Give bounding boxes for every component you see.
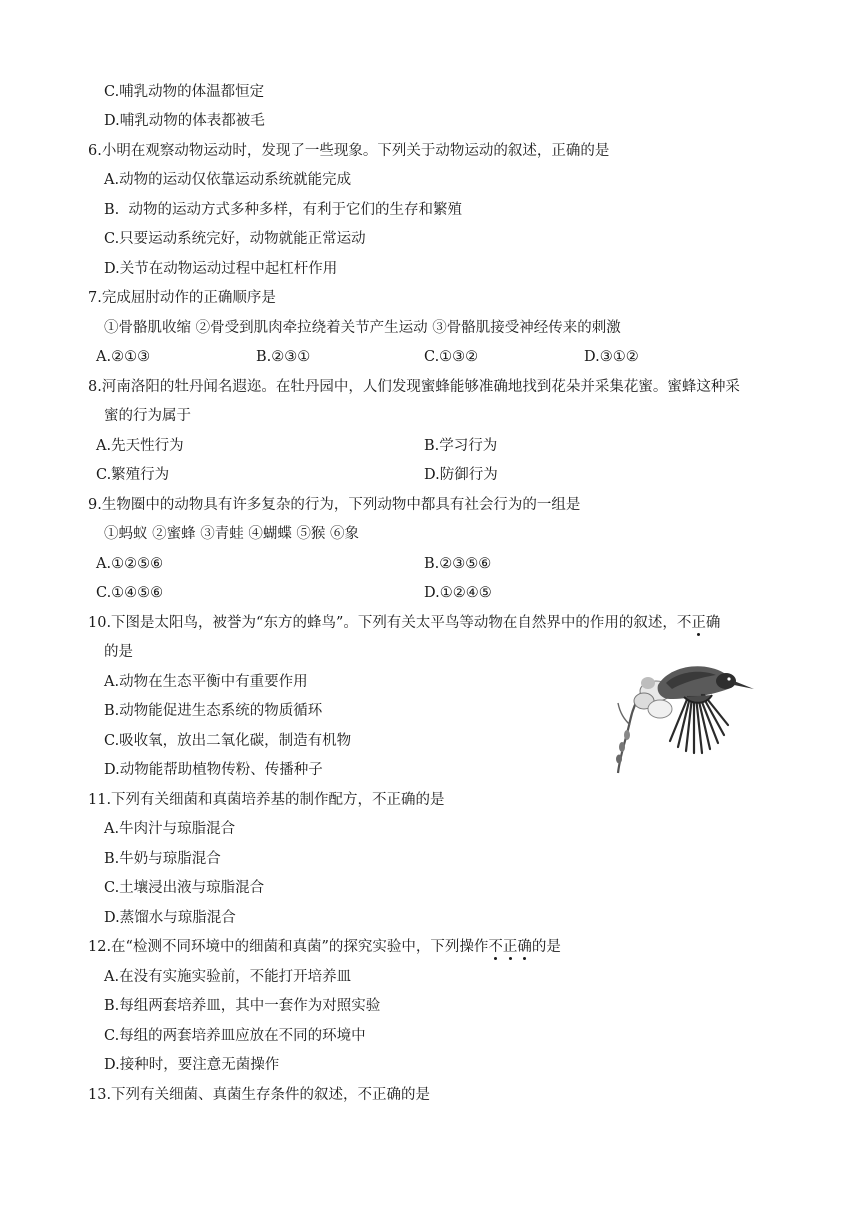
q11-option-b: B.牛奶与琼脂混合 xyxy=(104,851,221,867)
q10-option-c: C.吸收氧，放出二氧化碳，制造有机物 xyxy=(104,733,352,749)
q8-option-a: A.先天性行为 xyxy=(96,438,184,454)
q9-items: ①蚂蚁 ②蜜蜂 ③青蛙 ④蝴蝶 ⑤猴 ⑥象 xyxy=(104,526,360,542)
q7-stem: 7.完成屈肘动作的正确顺序是 xyxy=(88,290,276,306)
q6-stem: 6.小明在观察动物运动时，发现了一些现象。下列关于动物运动的叙述，正确的是 xyxy=(88,143,610,159)
q8-option-b: B.学习行为 xyxy=(424,438,498,454)
q9-option-c: C.①④⑤⑥ xyxy=(96,585,164,601)
sunbird-image xyxy=(608,655,758,777)
q9-option-d: D.①②④⑤ xyxy=(424,585,492,601)
q6-option-d: D.关节在动物运动过程中起杠杆作用 xyxy=(104,261,338,277)
q13-stem: 13.下列有关细菌、真菌生存条件的叙述，不正确的是 xyxy=(88,1087,431,1103)
sunbird-illustration xyxy=(608,655,758,777)
q10-stem-line2: 的是 xyxy=(104,644,133,660)
q12-stem-tail: 的是 xyxy=(531,939,561,955)
q12-option-b: B.每组两套培养皿，其中一套作为对照实验 xyxy=(104,998,381,1014)
q8-option-c: C.繁殖行为 xyxy=(96,467,170,483)
q5-option-d: D.哺乳动物的体表都被毛 xyxy=(104,113,265,129)
q6-option-a: A.动物的运动仅依靠运动系统就能完成 xyxy=(104,172,352,188)
q11-stem: 11.下列有关细菌和真菌培养基的制作配方，不正确的是 xyxy=(88,792,445,808)
q7-option-c: C.①③② xyxy=(424,349,479,365)
q12-option-a: A.在没有实施实验前，不能打开培养皿 xyxy=(104,969,352,985)
q11-option-d: D.蒸馏水与琼脂混合 xyxy=(104,910,236,926)
q6-option-c: C.只要运动系统完好，动物就能正常运动 xyxy=(104,231,366,247)
q10-stem-line1 xyxy=(88,614,720,632)
q7-option-a: A.②①③ xyxy=(96,349,151,365)
q12-stem-text: 12.在“检测不同环境中的细菌和真菌”的探究实验中，下列操作 xyxy=(88,939,489,955)
q12-emphasis-char-1: 不 xyxy=(488,939,503,955)
q12-option-c: C.每组的两套培养皿应放在不同的环境中 xyxy=(104,1028,366,1044)
q12-emphasis-char-2: 正 xyxy=(502,939,518,955)
q7-items: ①骨骼肌收缩 ②骨受到肌肉牵拉绕着关节产生运动 ③骨骼肌接受神经传来的刺激 xyxy=(104,320,621,336)
q10-stem-text: 10.下图是太阳鸟，被誉为“东方的蜂鸟”。下列有关太平鸟等动物在自然界中的作用的叙述，不 xyxy=(88,615,692,631)
q11-option-c: C.土壤浸出液与琼脂混合 xyxy=(104,880,265,896)
q10-option-d: D.动物能帮助植物传粉、传播种子 xyxy=(104,762,323,778)
q10-option-b: B.动物能促进生态系统的物质循环 xyxy=(104,703,323,719)
q7-option-b: B.②③① xyxy=(256,349,311,365)
q10-option-a: A.动物在生态平衡中有重要作用 xyxy=(104,674,308,690)
q5-option-c: C.哺乳动物的体温都恒定 xyxy=(104,84,265,100)
q9-option-b: B.②③⑤⑥ xyxy=(424,556,492,572)
q9-stem: 9.生物圈中的动物具有许多复杂的行为，下列动物中都具有社会行为的一组是 xyxy=(88,497,581,513)
q6-option-b: B. 动物的运动方式多种多样，有利于它们的生存和繁殖 xyxy=(104,202,462,218)
q10-emphasis-char: 正 xyxy=(691,615,706,631)
q11-option-a: A.牛肉汁与琼脂混合 xyxy=(104,821,236,837)
q12-emphasis-char-3: 确 xyxy=(517,939,532,955)
q8-stem-line2: 蜜的行为属于 xyxy=(104,408,191,424)
q8-stem-line1: 8.河南洛阳的牡丹闻名遐迩。在牡丹园中，人们发现蜜蜂能够准确地找到花朵并采集花蜜。蜜蜂这种采 xyxy=(88,379,740,395)
q9-option-a: A.①②⑤⑥ xyxy=(96,556,164,572)
q8-option-d: D.防御行为 xyxy=(424,467,498,483)
q10-stem-tail: 确 xyxy=(705,615,721,631)
q7-option-d: D.③①② xyxy=(584,349,639,365)
q12-option-d: D.接种时，要注意无菌操作 xyxy=(104,1057,280,1073)
q12-stem xyxy=(88,938,561,956)
